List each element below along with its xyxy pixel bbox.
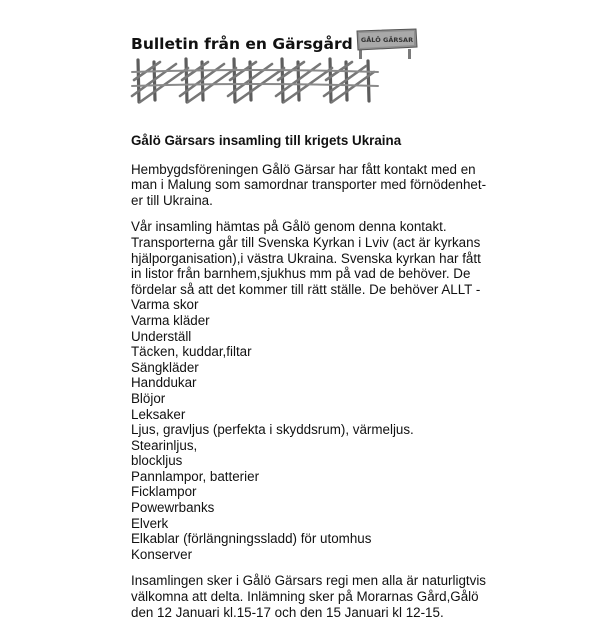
list-item: Konserver bbox=[131, 546, 193, 562]
list-item: Ficklampor bbox=[131, 484, 197, 500]
galo-garsar-sign bbox=[356, 27, 418, 61]
list-item: Underställ bbox=[131, 328, 192, 344]
closing-line: välkomna att delta. Inlämning sker på Morarnas Gård,Gålö bbox=[131, 589, 479, 605]
body-line: Vår insamling hämtas på Gålö genom denna kontakt. bbox=[131, 219, 447, 235]
article bbox=[131, 133, 487, 620]
bulletin-title: Bulletin från en Gärsgård bbox=[131, 35, 353, 53]
sign-text: GÅLÖ GÄRSAR bbox=[360, 36, 414, 44]
list-item: Ljus, gravljus (perfekta i skyddsrum), värmeljus. Stearinljus, bbox=[131, 422, 414, 453]
body-paragraph bbox=[131, 219, 481, 297]
list-item: Täcken, kuddar,filtar bbox=[131, 344, 252, 360]
list-item: Powewrbanks bbox=[131, 500, 215, 516]
body-line: hjälporganisation),i västra Ukraina. Svenska kyrkan har fått bbox=[131, 250, 481, 266]
closing-paragraph bbox=[131, 573, 486, 620]
list-item: Elkablar (förlängningssladd) för utomhus bbox=[131, 531, 372, 547]
list-item: Handdukar bbox=[131, 375, 197, 391]
closing-line: Insamlingen sker i Gålö Gärsars regi men alla är naturligtvis bbox=[131, 573, 486, 589]
body-line: in listor från barnhem,sjukhus mm på vad de behöver. De bbox=[131, 266, 471, 282]
closing-line: den 12 Januari kl.15-17 och den 15 Januari kl 12-15. bbox=[131, 604, 444, 620]
list-item: Elverk bbox=[131, 515, 169, 531]
needed-items-list bbox=[131, 297, 476, 562]
list-item: Leksaker bbox=[131, 406, 186, 422]
list-item: Pannlampor, batterier bbox=[131, 468, 260, 484]
fence-illustration bbox=[130, 56, 380, 104]
list-item: Sängkläder bbox=[131, 359, 199, 375]
list-item: blockljus bbox=[131, 453, 183, 469]
intro-line: Hembygdsföreningen Gålö Gärsar har fått kontakt med en bbox=[131, 161, 476, 177]
body-line: Transporterna går till Svenska Kyrkan i Lviv (act är kyrkans bbox=[131, 234, 481, 250]
body-line: fördelar så att det kommer till rätt ställe. De behöver ALLT - bbox=[131, 281, 481, 297]
intro-paragraph bbox=[131, 161, 487, 209]
article-heading: Gålö Gärsars insamling till krigets Ukraina bbox=[131, 133, 402, 148]
intro-line: man i Malung som samordnar transporter med förnödenhet- bbox=[131, 177, 487, 193]
list-item: Blöjor bbox=[131, 390, 166, 406]
list-item: Varma kläder bbox=[131, 312, 210, 328]
intro-line: er till Ukraina. bbox=[131, 192, 213, 208]
list-item: Varma skor bbox=[131, 297, 199, 313]
